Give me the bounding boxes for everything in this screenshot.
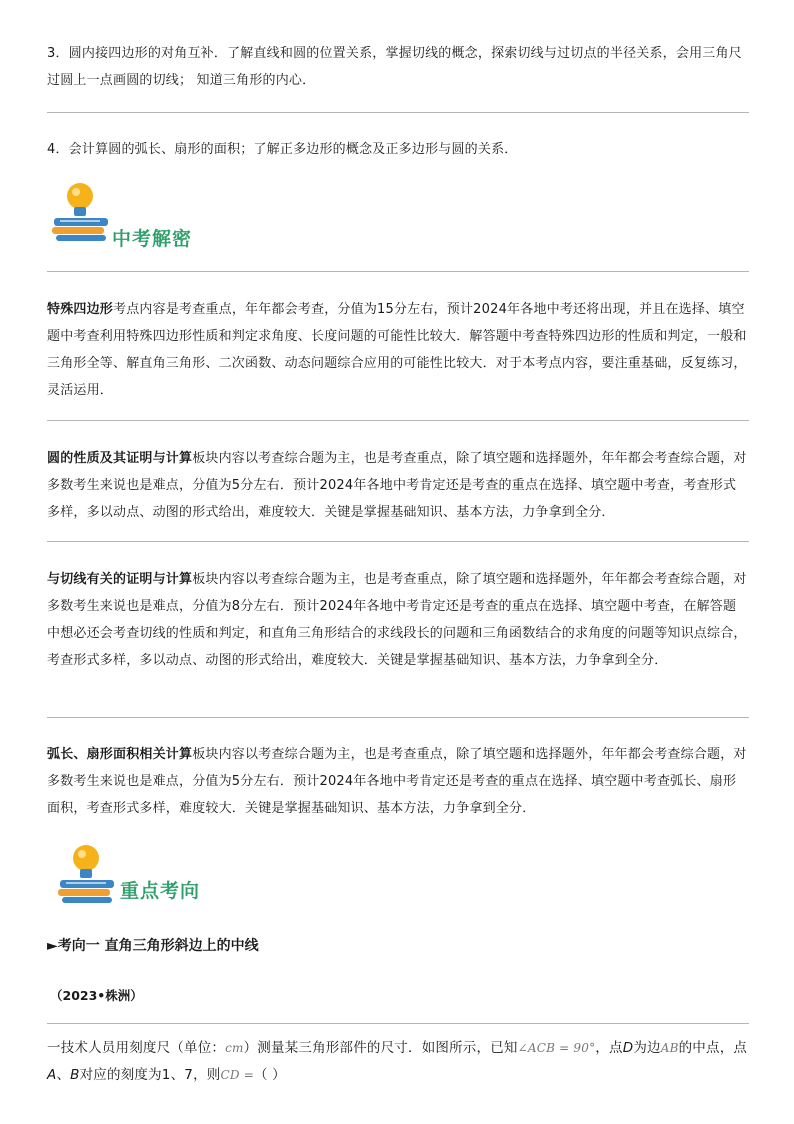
math-unit: cm <box>225 1041 244 1055</box>
divider <box>47 541 749 542</box>
math-point: D <box>622 1040 634 1056</box>
analysis-paragraph-tangent <box>47 566 749 674</box>
analysis-text: 板块内容以考查综合题为主，也是考查重点，除了填空题和选择题外，年年都会考查综合题，对多数考生来说也是难点，分值为8分左右．预计2024年各地中考肯定还是考查的重点在选择、填空题中考查，在解答题中想必还会考查切线的性质和判定，和直角三角形结合的求线段长的问题和三角函数结合的求角度的问题等知识点综合，考查形式多样，多以动点、动图的形式给出，难度较大．关键是掌握基础知识、基本方法，力争拿到全分． <box>47 572 747 668</box>
banner-title: 中考解密 <box>112 228 193 250</box>
divider <box>47 420 749 421</box>
objective-item-4: 4．会计算圆的弧长、扇形的面积；了解正多边形的概念及正多边形与圆的关系． <box>47 142 518 157</box>
analysis-text: 板块内容以考查综合题为主，也是考查重点，除了填空题和选择题外，年年都会考查综合题，对多数考生来说也是难点，分值为5分左右．预计2024年各地中考肯定还是考查的重点在选择、填空题中考查，考查形式多样，多以动点、动图的形式给出，难度较大．关键是掌握基础知识、基本方法，力争拿到全分． <box>47 451 747 520</box>
problem-text: ，点 <box>595 1040 623 1056</box>
banner-title: 重点考向 <box>120 880 201 902</box>
math-point: A <box>47 1067 57 1083</box>
answer-blank: （ ） <box>253 1067 286 1083</box>
section-banner-zhongkao-jiemi <box>50 180 250 250</box>
section-banner-zhongdian-kaoxiang <box>56 842 256 906</box>
analysis-topic: 弧长、扇形面积相关计算 <box>47 747 193 762</box>
divider <box>47 271 749 272</box>
analysis-text: 考点内容是考查重点，年年都会考查，分值为15分左右，预计2024年各地中考还将出现，并且在选择、填空题中考查利用特殊四边形性质和判定求角度、长度问题的可能性比较大．解答题中考查特殊四边形的性质和判定，一般和三角形全等、解直角三角形、二次函数、动态问题综合应用的可能性比较大．对于本考点内容，要注重基础，反复练习，灵活运用． <box>47 302 747 398</box>
problem-source: （2023•株洲） <box>50 988 143 1003</box>
divider <box>47 112 749 113</box>
lightbulb-books-icon <box>50 180 112 246</box>
math-expression: CD = <box>220 1068 254 1082</box>
problem-text: 对应的刻度为1、7，则 <box>79 1067 221 1083</box>
problem-text: 一技术人员用刻度尺（单位： <box>47 1040 226 1056</box>
analysis-topic: 特殊四边形 <box>47 302 114 317</box>
problem-statement <box>47 1035 749 1089</box>
math-point: B <box>70 1067 80 1083</box>
analysis-paragraph-circle <box>47 445 749 526</box>
problem-text: ）测量某三角形部件的尺寸．如图所示，已知 <box>243 1040 518 1056</box>
objective-item-3: 3．圆内接四边形的对角互补．了解直线和圆的位置关系，掌握切线的概念，探索切线与过切点的半径关系，会用三角尺过圆上一点画圆的切线； 知道三角形的内心． <box>47 46 742 88</box>
analysis-topic: 与切线有关的证明与计算 <box>47 572 193 587</box>
analysis-paragraph-arc <box>47 741 749 822</box>
analysis-text: 板块内容以考查综合题为主，也是考查重点，除了填空题和选择题外，年年都会考查综合题，对多数考生来说也是难点，分值为5分左右．预计2024年各地中考肯定还是考查的重点在选择、填空题中考查弧长、扇形面积，考查形式多样，难度较大．关键是掌握基础知识、基本方法，力争拿到全分． <box>47 747 747 816</box>
analysis-topic: 圆的性质及其证明与计算 <box>47 451 193 466</box>
divider <box>47 717 749 718</box>
problem-text: 为边 <box>633 1040 661 1056</box>
problem-text: 的中点，点 <box>678 1040 748 1056</box>
math-segment: AB <box>660 1041 679 1055</box>
problem-text: 、 <box>56 1067 71 1083</box>
divider <box>47 1023 749 1024</box>
math-angle: ∠ACB = 90° <box>517 1041 596 1055</box>
lightbulb-books-icon <box>56 842 118 908</box>
direction-heading: ►考向一 直角三角形斜边上的中线 <box>47 938 259 954</box>
analysis-paragraph-quadrilateral <box>47 296 749 404</box>
